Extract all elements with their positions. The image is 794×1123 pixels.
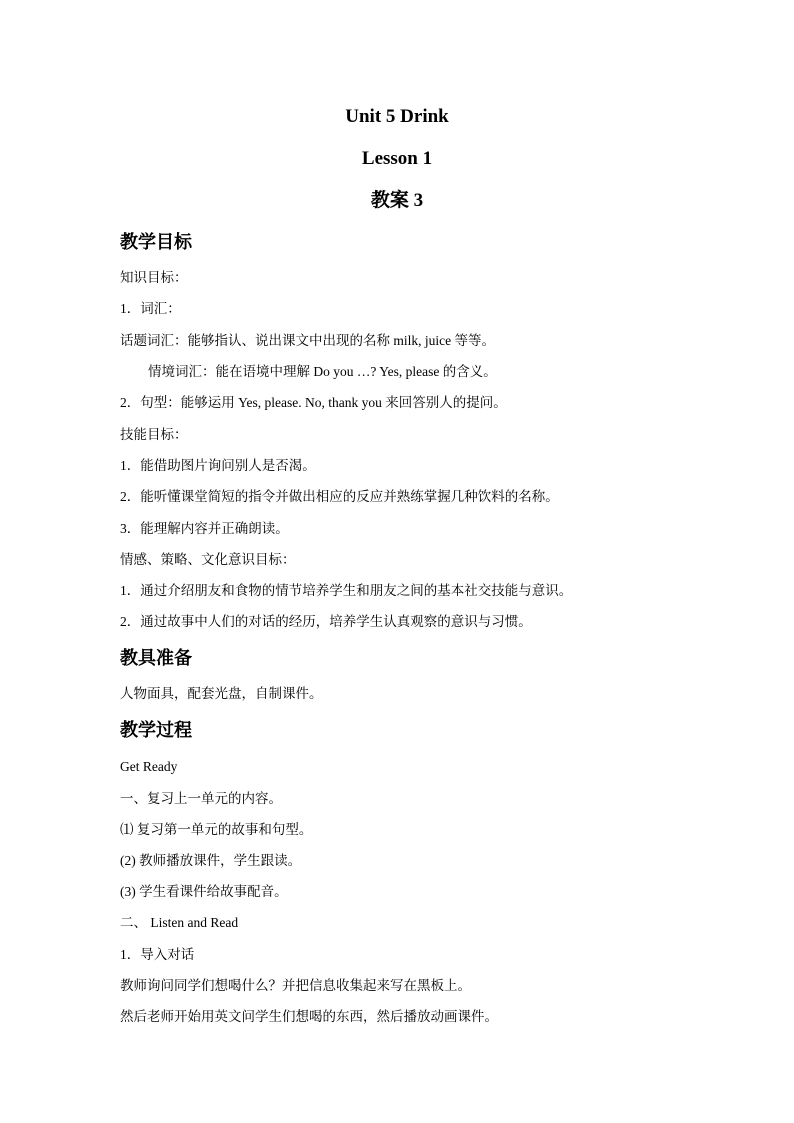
get-ready-text: Get Ready (120, 759, 178, 774)
process-step-2-1b: 然后老师开始用英文问学生们想喝的东西，然后播放动画课件。 (120, 1009, 498, 1024)
process-step-2: 二、 Listen and Read (120, 915, 239, 930)
skill-item-2: 2．能听懂课堂简短的指令并做出相应的反应并熟练掌握几种饮料的名称。 (120, 489, 559, 504)
objectives-heading: 教学目标 (120, 232, 192, 252)
skill-label: 技能目标： (120, 427, 188, 442)
emotion-label: 情感、策略、文化意识目标： (120, 552, 296, 567)
materials-text: 人物面具，配套光盘，自制课件。 (120, 686, 323, 701)
sentence-pattern-text: 2．句型：能够运用 Yes, please. No, thank you 来回答别人的提问。 (120, 395, 507, 410)
context-vocab-text: 情境词汇：能在语境中理解 Do you …? Yes, please 的含义。 (148, 364, 497, 379)
process-heading: 教学过程 (120, 720, 192, 740)
plan-title: 教案 3 (370, 190, 424, 211)
topic-vocab-text: 话题词汇：能够指认、说出课文中出现的名称 milk, juice 等等。 (120, 333, 495, 348)
emotion-item-1: 1．通过介绍朋友和食物的情节培养学生和朋友之间的基本社交技能与意识。 (120, 583, 573, 598)
process-step-1c: (3) 学生看课件给故事配音。 (120, 884, 288, 899)
unit-title: Unit 5 Drink (345, 106, 449, 127)
process-step-2-1: 1．导入对话 (120, 947, 195, 962)
process-step-1: 一、复习上一单元的内容。 (120, 791, 282, 806)
emotion-item-2: 2．通过故事中人们的对话的经历，培养学生认真观察的意识与习惯。 (120, 614, 532, 629)
knowledge-label: 知识目标： (120, 270, 188, 285)
skill-item-1: 1．能借助图片询问别人是否渴。 (120, 458, 316, 473)
skill-item-3: 3．能理解内容并正确朗读。 (120, 521, 289, 536)
process-step-1a: ⑴ 复习第一单元的故事和句型。 (120, 822, 313, 837)
process-step-1b: (2) 教师播放课件，学生跟读。 (120, 853, 302, 868)
lesson-title: Lesson 1 (361, 148, 433, 169)
process-step-2-1a: 教师询问同学们想喝什么？并把信息收集起来写在黑板上。 (120, 978, 471, 993)
vocab-label: 1．词汇： (120, 301, 181, 316)
materials-heading: 教具准备 (120, 648, 192, 668)
